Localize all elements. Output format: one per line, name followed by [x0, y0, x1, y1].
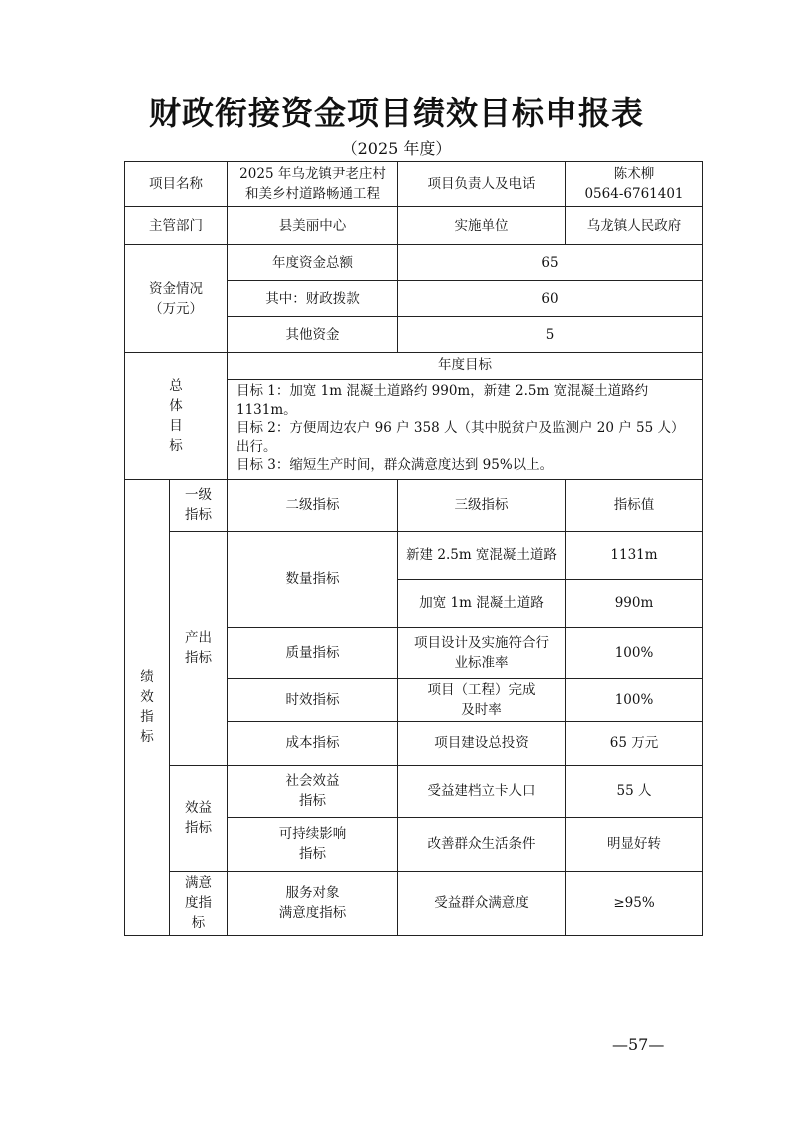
funds-label-line1: 资金情况: [149, 280, 203, 297]
quantity-item-1-name: 新建 2.5m 宽混凝土道路: [398, 531, 566, 579]
timeliness-item-name: [398, 678, 566, 721]
implementer-value: 乌龙镇人民政府: [566, 207, 703, 245]
funds-other-value: 5: [398, 317, 703, 353]
perf-label-char: 效: [140, 689, 154, 705]
goals-label: [125, 353, 228, 480]
manager-phone: 0564-6761401: [584, 186, 684, 202]
quality-item-line1: 项目设计及实施符合行: [414, 634, 549, 651]
sustain-line1: 可持续影响: [278, 826, 347, 842]
output-label-line1: 产出: [185, 630, 212, 646]
cost-indicator: 成本指标: [228, 721, 398, 765]
goals-header: 年度目标: [228, 353, 702, 380]
quantity-indicator: 数量指标: [228, 531, 398, 627]
social-benefit-line2: 指标: [299, 793, 326, 809]
value-header: 指标值: [566, 479, 703, 531]
quantity-item-2-name: 加宽 1m 混凝土道路: [398, 579, 566, 627]
goals-label-char: 目: [169, 417, 183, 434]
benefit-label-line2: 指标: [185, 820, 212, 836]
level3-header: 三级指标: [398, 479, 566, 531]
funds-label: [125, 245, 228, 353]
goal-line: 目标 1：加宽 1m 混凝土道路约 990m，新建 2.5m 宽混凝土道路约 1131m。: [236, 383, 649, 418]
goals-body: [228, 380, 702, 479]
funds-other-label: 其他资金: [228, 317, 398, 353]
page-title: 财政衔接资金项目绩效目标申报表: [148, 94, 644, 132]
quality-indicator: 质量指标: [228, 627, 398, 678]
cost-item-name: 项目建设总投资: [398, 721, 566, 765]
output-label-line2: 指标: [185, 650, 212, 666]
social-benefit-row: [125, 765, 703, 817]
quantity-row-1: [125, 531, 703, 579]
social-benefit-item-value: 55 人: [566, 765, 703, 817]
sustain-indicator: [228, 817, 398, 871]
page-subtitle: （2025 年度）: [341, 139, 452, 158]
manager-value: [566, 162, 703, 207]
satisfaction-label-line1: 满意: [185, 875, 212, 891]
page-number: —57—: [612, 1035, 665, 1054]
quality-item-value: 100%: [566, 627, 703, 678]
level2-header: 二级指标: [228, 479, 398, 531]
timeliness-indicator: 时效指标: [228, 678, 398, 721]
perf-label-char: 指: [140, 709, 154, 725]
perf-label-char: 标: [140, 729, 154, 745]
cost-item-value: 65 万元: [566, 721, 703, 765]
satisfaction-indicator: [228, 871, 398, 935]
perf-label-char: 绩: [140, 669, 154, 685]
project-name-value: [228, 162, 398, 207]
benefit-label: [170, 765, 228, 871]
performance-form-table: [124, 161, 703, 936]
sustain-item-value: 明显好转: [566, 817, 703, 871]
goals-row: [125, 353, 703, 480]
satisfaction-row: [125, 871, 703, 935]
satisfaction-label-line2: 度指: [185, 895, 212, 911]
timeliness-item-line2: 及时率: [461, 701, 502, 718]
goal-line: 出行。: [236, 438, 277, 455]
goal-line: 目标 3：缩短生产时间，群众满意度达到 95%以上。: [236, 457, 554, 473]
sustain-line2: 指标: [299, 846, 326, 862]
benefit-label-line1: 效益: [185, 800, 212, 816]
satisfaction-item-name: 受益群众满意度: [398, 871, 566, 935]
goals-label-char: 标: [169, 437, 183, 454]
funds-label-line2: （万元）: [149, 300, 203, 317]
project-name-line2: 和美乡村道路畅通工程: [245, 186, 380, 202]
satisfaction-indicator-line2: 满意度指标: [278, 905, 347, 921]
implementer-label: 实施单位: [398, 207, 566, 245]
goals-content: [228, 353, 703, 480]
manager-label: 项目负责人及电话: [398, 162, 566, 207]
quantity-item-2-value: 990m: [566, 579, 703, 627]
social-benefit-indicator: [228, 765, 398, 817]
level1-header: [170, 479, 228, 531]
satisfaction-item-value: ≥95%: [566, 871, 703, 935]
sustain-item-name: 改善群众生活条件: [398, 817, 566, 871]
quality-item-line2: 业标准率: [454, 654, 509, 671]
level1-header-line2: 指标: [185, 507, 212, 523]
satisfaction-label: [170, 871, 228, 935]
department-value: 县美丽中心: [228, 207, 398, 245]
project-info-row: [125, 162, 703, 207]
goal-line: 目标 2：方便周边农户 96 户 358 人（其中脱贫户及监测户 20 户 55 人）: [236, 420, 685, 436]
social-benefit-line1: 社会效益: [285, 773, 340, 789]
funds-fiscal-value: 60: [398, 281, 703, 317]
quantity-item-1-value: 1131m: [566, 531, 703, 579]
funds-total-value: 65: [398, 245, 703, 281]
goals-label-char: 总: [169, 377, 183, 394]
project-name-label: 项目名称: [125, 162, 228, 207]
quality-item-name: [398, 627, 566, 678]
social-benefit-item-name: 受益建档立卡人口: [398, 765, 566, 817]
satisfaction-indicator-line1: 服务对象: [285, 885, 340, 901]
funds-total-label: 年度资金总额: [228, 245, 398, 281]
department-row: [125, 207, 703, 245]
perf-label: [125, 479, 170, 935]
satisfaction-label-line3: 标: [191, 915, 206, 931]
level1-header-line1: 一级: [185, 487, 212, 503]
timeliness-item-line1: 项目（工程）完成: [427, 681, 536, 698]
output-label: [170, 531, 228, 765]
perf-header-row: [125, 479, 703, 531]
timeliness-item-value: 100%: [566, 678, 703, 721]
goals-label-char: 体: [169, 397, 183, 414]
department-label: 主管部门: [125, 207, 228, 245]
manager-name: 陈术柳: [613, 166, 655, 182]
funds-total-row: [125, 245, 703, 281]
funds-fiscal-label: 其中：财政拨款: [228, 281, 398, 317]
project-name-line1: 2025 年乌龙镇尹老庄村: [239, 166, 386, 182]
